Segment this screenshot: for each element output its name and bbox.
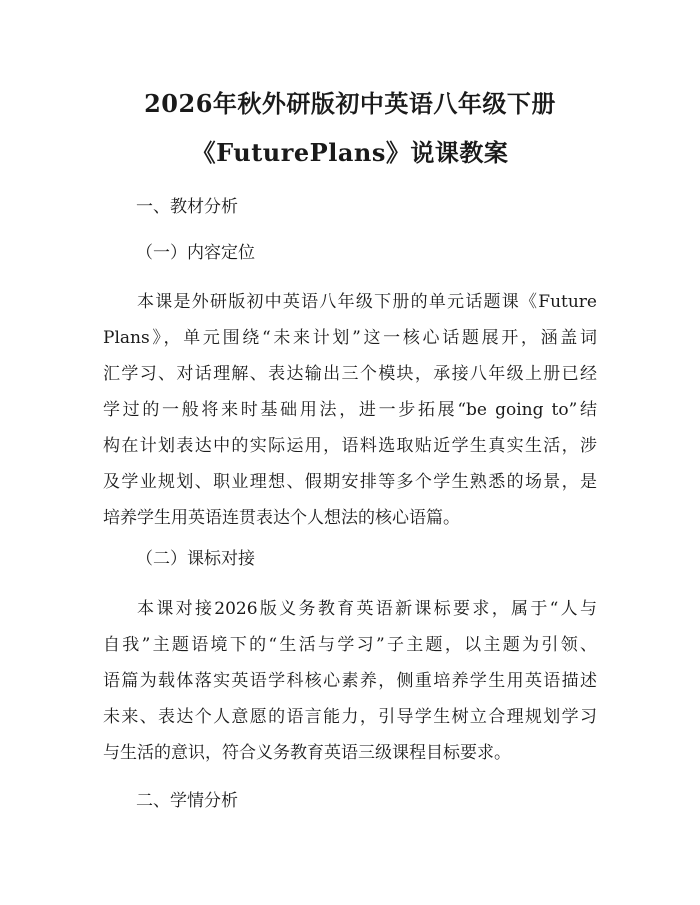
document-title-line-1: 2026年秋外研版初中英语八年级下册 [144,89,556,118]
paragraph-line: 与生活的意识，符合义务教育英语三级课程目标要求。 [103,743,511,763]
section-heading-learner-analysis: 二、学情分析 [136,791,238,811]
paragraph-line: 语篇为载体落实英语学科核心素养，侧重培养学生用英语描述 [103,671,597,691]
subsection-heading-content-positioning: （一）内容定位 [136,243,255,263]
paragraph-line: 自我”主题语境下的“生活与学习”子主题，以主题为引领、 [103,635,597,655]
paragraph-line: 构在计划表达中的实际运用，语料选取贴近学生真实生活，涉 [103,436,597,456]
paragraph-line: 学过的一般将来时基础用法，进一步拓展“be going to”结 [103,400,597,420]
paragraph-line: 汇学习、对话理解、表达输出三个模块，承接八年级上册已经 [103,364,597,384]
paragraph-line: 未来、表达个人意愿的语言能力，引导学生树立合理规划学习 [103,707,597,727]
document-title-line-2: 《FuturePlans》说课教案 [191,138,509,167]
paragraph-line: 培养学生用英语连贯表达个人想法的核心语篇。 [103,508,460,528]
paragraph-line: 本课是外研版初中英语八年级下册的单元话题课《Future [137,292,597,312]
paragraph-line: 本课对接2026版义务教育英语新课标要求，属于“人与 [137,599,597,619]
paragraph-line: 及学业规划、职业理想、假期安排等多个学生熟悉的场景，是 [103,472,597,492]
section-heading-textbook-analysis: 一、教材分析 [136,197,238,217]
paragraph-line: Plans》，单元围绕“未来计划”这一核心话题展开，涵盖词 [103,328,597,348]
subsection-heading-curriculum-alignment: （二）课标对接 [136,549,255,569]
